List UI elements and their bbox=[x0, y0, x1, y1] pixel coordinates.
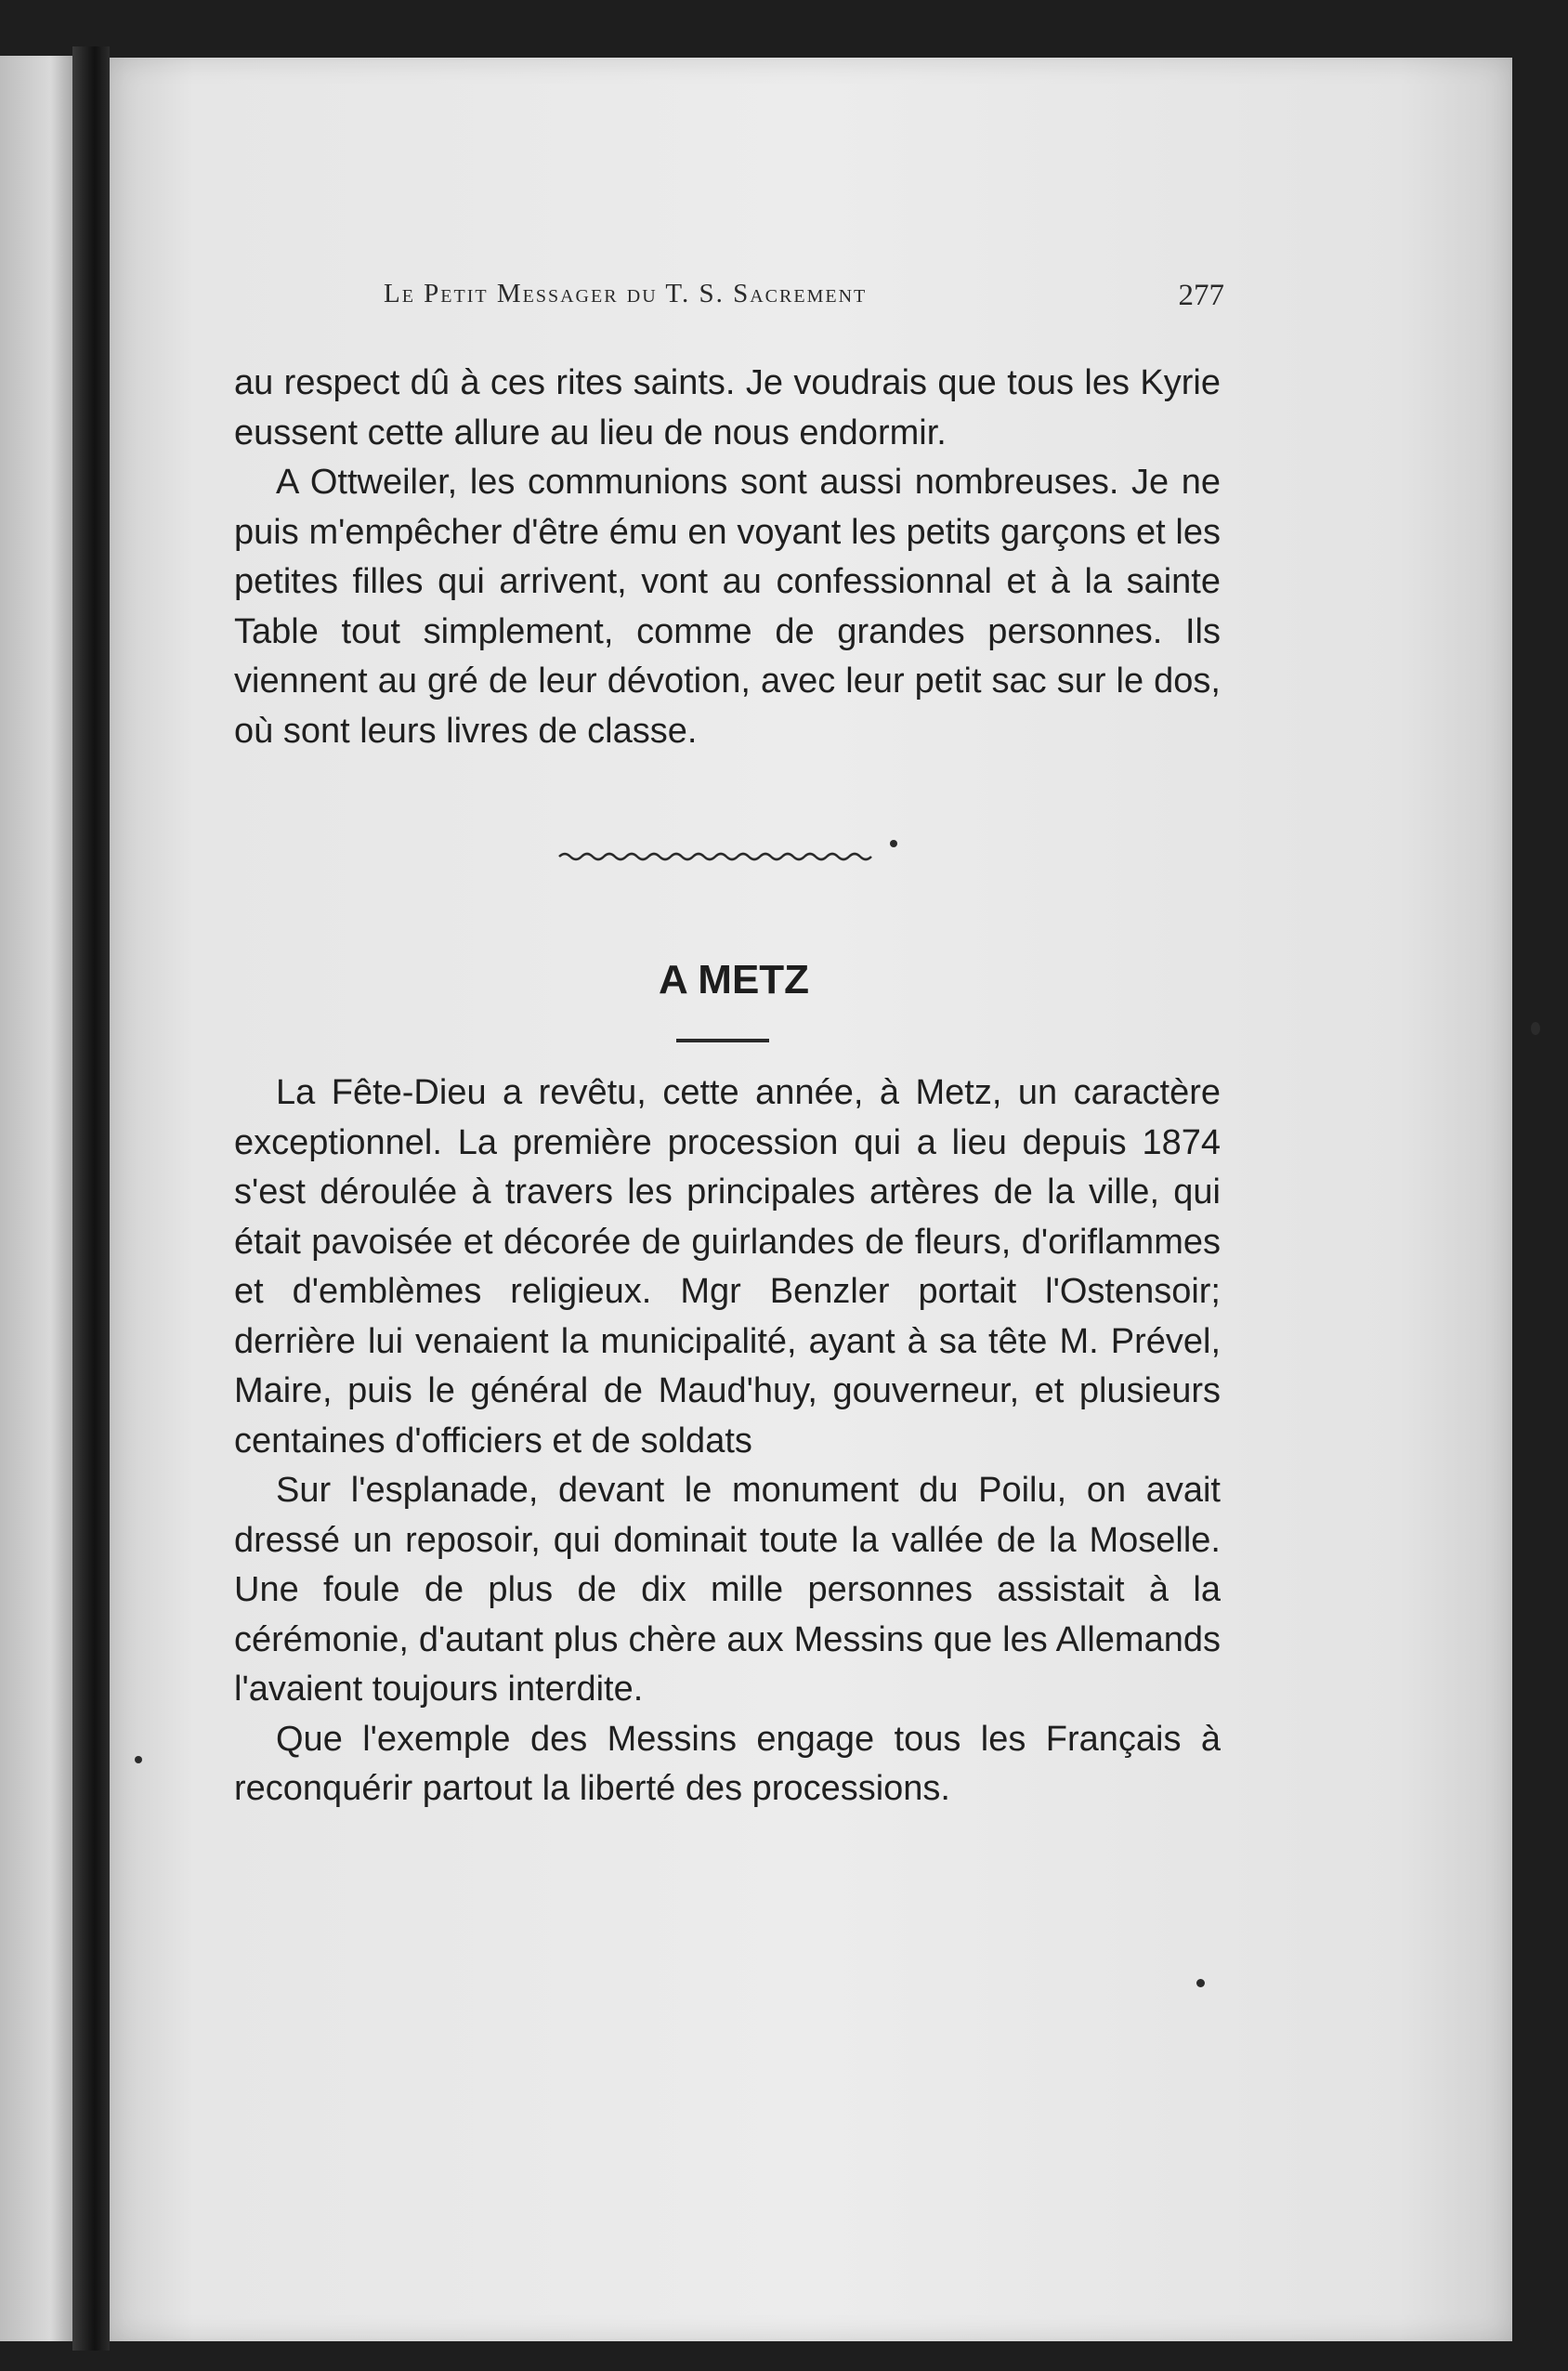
running-head bbox=[277, 279, 1224, 316]
paragraph-continuation: au respect dû à ces rites saints. Je voudrais que tous les Kyrie eussent cette allure au lieu de nous endormir. bbox=[234, 363, 1221, 452]
paragraph-ottweiler: A Ottweiler, les communions sont aussi nombreuses. Je ne puis m'empêcher d'être ému en voyant les petits garçons et les petites filles qui arrivent, vont au confessionnal et à la sainte Table tout simplement, comme de grandes personnes. Ils viennent au gré de leur dévotion, avec leur petit sac sur le dos, où sont leurs livres de classe. bbox=[234, 463, 1221, 751]
running-title: Le Petit Messager du T. S. Sacrement bbox=[384, 279, 868, 308]
paragraph-esplanade: Sur l'esplanade, devant le monument du Poilu, on avait dressé un reposoir, qui dominait toute la vallée de la Moselle. Une foule de plus de dix mille personnes assistait à la cérémonie, d'autant plus chère aux Messins que les Allemands l'avaient toujours interdite. bbox=[234, 1471, 1221, 1709]
wavy-divider-ornament bbox=[557, 832, 901, 870]
book-gutter bbox=[72, 46, 110, 2351]
scan-speck bbox=[1196, 1979, 1205, 1987]
paragraph-exemple: Que l'exemple des Messins engage tous les Français à reconquérir partout la liberté des processions. bbox=[234, 1719, 1221, 1808]
scan-speck bbox=[135, 1756, 142, 1763]
section-title: A METZ bbox=[658, 957, 810, 1002]
page-number: 277 bbox=[1178, 279, 1224, 312]
scan-speck bbox=[1531, 1022, 1540, 1035]
paragraph-fete-dieu: La Fête-Dieu a revêtu, cette année, à Metz, un caractère exceptionnel. La première procession qui a lieu depuis 1874 s'est déroulée à travers les principales artères de la ville, qui était pavoisée et décorée de guirlandes de fleurs, d'oriflammes et d'emblèmes religieux. Mgr Benzler portait l'Ostensoir; derrière lui venaient la municipalité, ayant à sa tête M. Prével, Maire, puis le général de Maud'huy, gouverneur, et plusieurs centaines d'officiers et de soldats bbox=[234, 1073, 1221, 1461]
title-underline-rule bbox=[676, 1039, 769, 1042]
facing-page-edge bbox=[0, 56, 72, 2341]
text-block-top bbox=[234, 359, 1221, 756]
text-block-metz bbox=[234, 1068, 1221, 1814]
